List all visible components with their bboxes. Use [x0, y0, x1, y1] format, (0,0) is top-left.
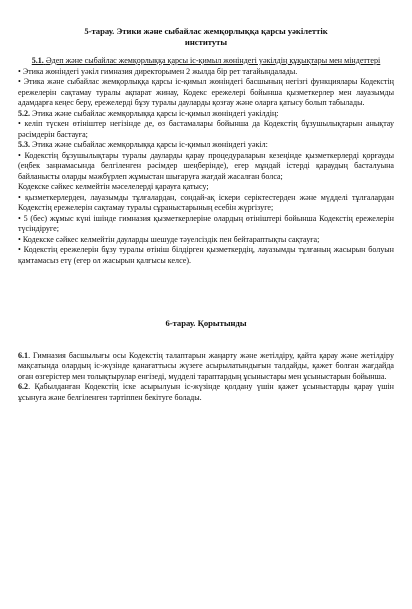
paragraph: • Кодекстің бұзушылықтары туралы дауларды қарау процедураларын кезеңінде қызметкерлерді қорғауды (еңбек заңнамасында белгіленген рәсімдер шеңберінде), егер мұндай істерді қараудың басталуына байланысты оларды мәжбүрлеп жұмыстан шығаруға жағдай жасалған болса;	[18, 150, 394, 181]
paragraph: • қызметкерлерден, лауазымды тұлғалардан, сондай-ақ іскери серіктестерден және мүдделі тұлғалардан Кодекстің ережелерін сақтамау туралы сұраныстарының есебін жүргізуге;	[18, 192, 394, 212]
paragraph-5-2	[18, 109, 394, 120]
section-5-title	[18, 26, 394, 47]
paragraph: • Кодекске сәйкес келмейтін дауларды шешуде тәуелсіздік пен бейтараптықты сақтауға;	[18, 234, 320, 244]
clause-text: . Гимназия басшылығы осы Кодекстің талаптарын жаңарту және жетілдіру, қайта қарау және жетілдіру мақсатында олардың іс-жүзінде қанағаттысы жүзеге асырылатындығын талдайды, қажет болған жағдайда оған өзгерістер мен толықтырулар енгізеді, мүдделі тараптардың ұсыныстары мен ұсыныстарын бойынша.	[18, 350, 394, 381]
clause-text: Этика және сыбайлас жемқорлыққа қарсы іс-қимыл жөніндегі уәкіл:	[30, 140, 268, 149]
paragraph: • Этика және сыбайлас жемқорлыққа қарсы іс-қимыл жөніндегі басшының негізгі функциялары Кодекстің ережелерін сақтамау туралы ақпарат жинау, Кодекс ережелері бойынша қызметкерлер мен лауазымды адамдарға кеңес беру, ережелерді бұзу туралы дауларды қозғау және оларға қатысу болып табылады.	[18, 77, 394, 107]
paragraph: Кодекске сәйкес келмейтін мәселелерді қарауға қатысу;	[18, 182, 209, 191]
clause-number: 5.3.	[18, 140, 31, 149]
paragraph-6-1	[18, 351, 394, 383]
spacer	[18, 266, 394, 318]
paragraph: • Кодекстің ережелерін бұзу туралы өтініш білдірген қызметкердің, лауазымды тұлғаның жасырын болуын қамтамасыз етү (егер ол жасырын қалғысы келсе).	[18, 245, 394, 265]
paragraph-5-3	[18, 140, 394, 151]
clause-number: 6.2	[18, 382, 29, 391]
paragraph: • Этика жөніндегі уәкіл гимназия директорымен 2 жылда бір рет тағайындалады.	[18, 66, 298, 76]
spacer	[18, 329, 394, 351]
clause-text: Этика және сыбайлас жемқорлыққа қарсы іс-қимыл жөніндегі уәкілдің:	[30, 108, 279, 118]
clause-text: . Қабылданған Кодекстің іске асырылуын іс-жүзінде қолдану үшін қажет ұсыныстарды қарау үшін ұсынуға және белгіленген тәртіппен бекітуге болады.	[18, 382, 394, 402]
clause-number: 6.1	[18, 350, 29, 360]
clause-number: 5.2.	[18, 108, 31, 118]
section-5-title-line2: институты	[184, 36, 228, 47]
section-5-title-line1: 5-тарау. Этики және сыбайлас жемқорлыққа қарсы уәкілеттік	[84, 26, 328, 36]
subsection-5-1-text: Әдеп және сыбайлас жемқорлыққа қарсы іс-қимыл жөніндегі уәкілдің құқықтары мен міндеттері	[45, 56, 381, 65]
section-6-title: 6-тарау. Қорытынды	[165, 318, 247, 328]
subsection-5-1-title	[18, 56, 394, 67]
paragraph: • 5 (бес) жұмыс күні ішінде гимназия қызметкерлеріне олардың өтініштері бойынша Кодекстің ережелерін түсіндіруге;	[18, 213, 394, 233]
paragraph-6-2	[18, 382, 394, 403]
subsection-5-1-number: 5.1.	[31, 56, 44, 65]
paragraph: • келіп түскен өтініштер негізінде де, өз бастамалары бойынша да Кодекстің бұзушылықтарын анықтау рәсімдерін бастауға;	[18, 119, 394, 139]
